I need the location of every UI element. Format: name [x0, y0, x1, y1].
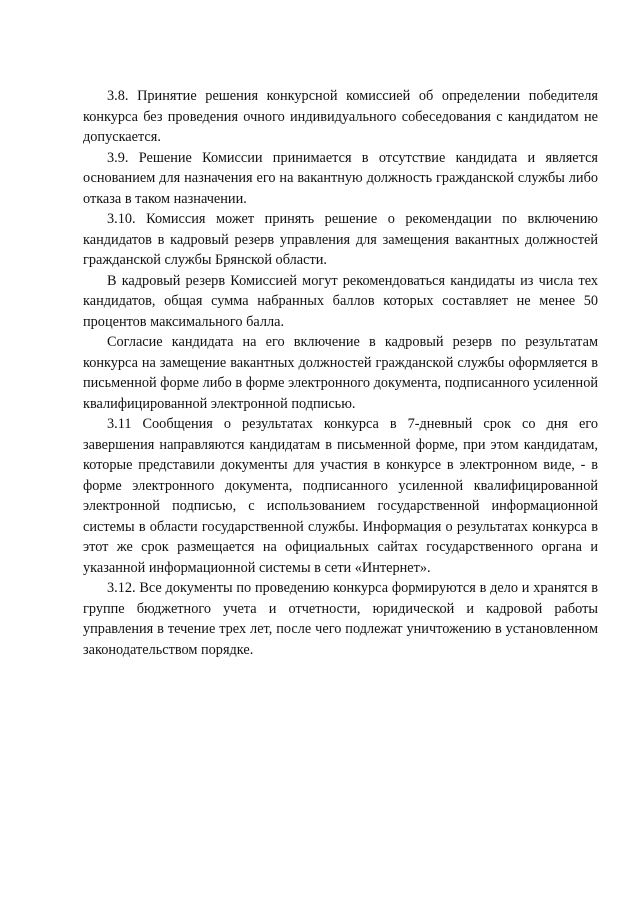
paragraph-3-9: 3.9. Решение Комиссии принимается в отсутствие кандидата и является основанием для назначения его на вакантную должность гражданской службы либо отказа в таком назначении.	[83, 149, 598, 207]
paragraph-3-8: 3.8. Принятие решения конкурсной комиссией об определении победителя конкурса без проведения очного индивидуального собеседования с кандидатом не допускается.	[83, 88, 598, 145]
paragraph-reserve-consent: Согласие кандидата на его включение в кадровый резерв по результатам конкурса на замещение вакантных должностей гражданской службы оформляется в письменной форме либо в форме электронного документа, подписанного усиленной квалифицированной электронной подписью.	[83, 334, 598, 412]
paragraph-reserve-criteria: В кадровый резерв Комиссией могут рекомендоваться кандидаты из числа тех кандидатов, общая сумма набранных баллов которых составляет не менее 50 процентов максимального балла.	[83, 272, 598, 330]
document-body	[83, 86, 598, 660]
paragraph-3-10: 3.10. Комиссия может принять решение о рекомендации по включению кандидатов в кадровый резерв управления для замещения вакантных должностей гражданской службы Брянской области.	[83, 211, 598, 268]
paragraph-3-11: 3.11 Сообщения о результатах конкурса в 7-дневный срок со дня его завершения направляются кандидатам в письменной форме, при этом кандидатам, которые представили документы для участия в конкурсе в электронном виде, - в форме электронного документа, подписанного усиленной квалифицированной электронной подписью, с использованием государственной информационной системы в области государственной службы. Информация о результатах конкурса в этот же срок размещается на официальных сайтах государственного органа и указанной информационной системы в сети «Интернет».	[83, 416, 598, 576]
paragraph-3-12: 3.12. Все документы по проведению конкурса формируются в дело и хранятся в группе бюджетного учета и отчетности, юридической и кадровой работы управления в течение трех лет, после чего подлежат уничтожению в установленном законодательством порядке.	[83, 580, 598, 658]
